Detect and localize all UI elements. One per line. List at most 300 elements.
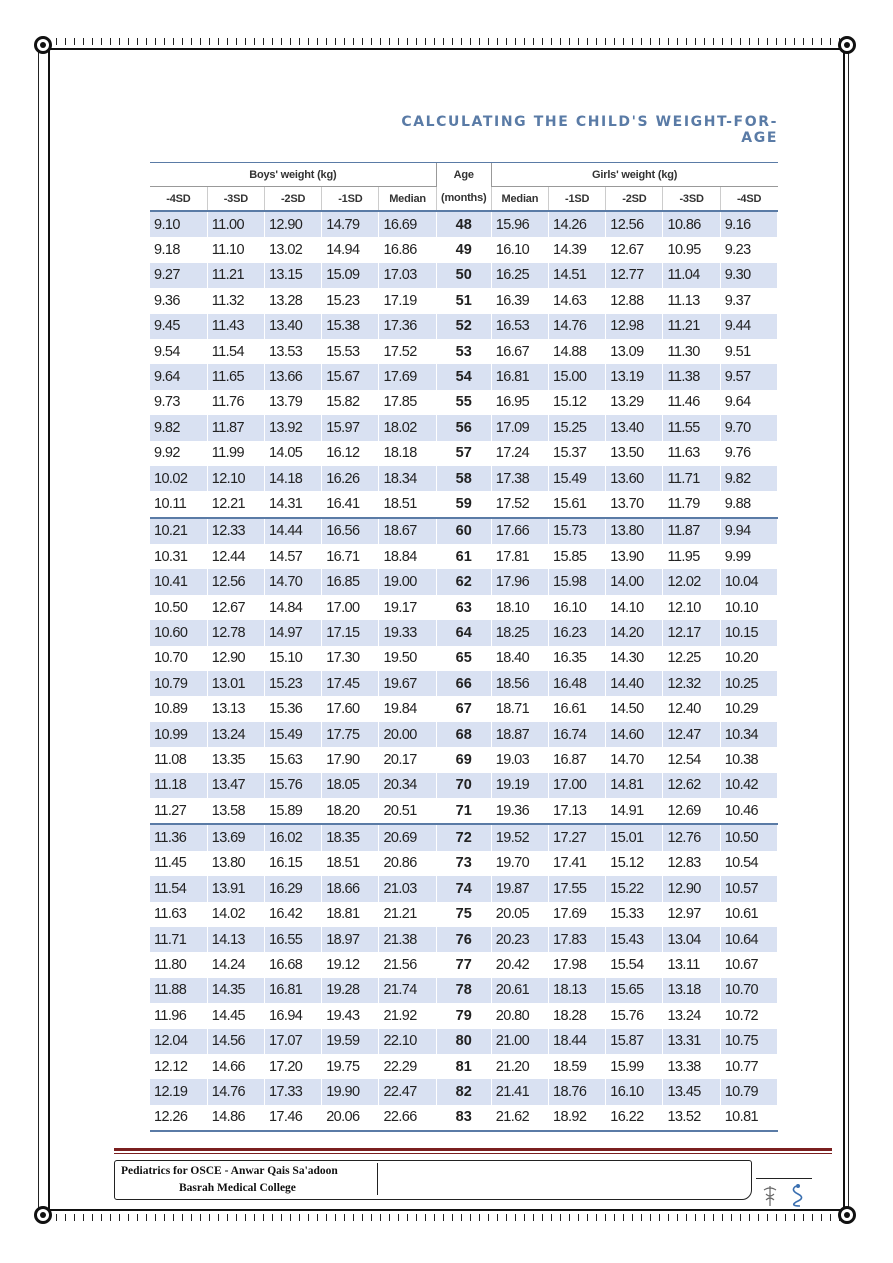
girls-weight-cell: 18.59 xyxy=(549,1054,606,1079)
boys-weight-cell: 17.30 xyxy=(322,646,379,671)
table-row xyxy=(150,824,778,850)
boys-weight-cell: 19.43 xyxy=(322,1003,379,1028)
boys-weight-cell: 21.38 xyxy=(379,927,436,952)
boys-weight-cell: 17.90 xyxy=(322,747,379,772)
table-row xyxy=(150,927,778,952)
boys-weight-header: Boys' weight (kg) xyxy=(150,163,436,187)
boys-column-header: -1SD xyxy=(322,187,379,212)
boys-weight-cell: 10.50 xyxy=(150,595,207,620)
boys-weight-cell: 9.45 xyxy=(150,314,207,339)
boys-weight-cell: 19.75 xyxy=(322,1054,379,1079)
boys-weight-cell: 12.78 xyxy=(207,620,264,645)
girls-weight-cell: 16.95 xyxy=(491,390,548,415)
girls-weight-cell: 16.23 xyxy=(549,620,606,645)
boys-weight-cell: 18.81 xyxy=(322,902,379,927)
girls-weight-cell: 15.98 xyxy=(549,569,606,594)
girls-weight-cell: 16.10 xyxy=(549,595,606,620)
girls-weight-cell: 15.49 xyxy=(549,466,606,491)
table-row xyxy=(150,952,778,977)
age-cell: 81 xyxy=(436,1054,491,1079)
boys-weight-cell: 19.33 xyxy=(379,620,436,645)
boys-weight-cell: 14.02 xyxy=(207,902,264,927)
table-row xyxy=(150,314,778,339)
girls-weight-cell: 17.81 xyxy=(491,544,548,569)
boys-weight-cell: 16.86 xyxy=(379,237,436,262)
girls-weight-cell: 14.60 xyxy=(606,722,663,747)
girls-weight-cell: 14.10 xyxy=(606,595,663,620)
boys-weight-cell: 11.80 xyxy=(150,952,207,977)
boys-weight-cell: 13.47 xyxy=(207,773,264,798)
footer-book-title: Pediatrics for OSCE - Anwar Qais Sa'adoon xyxy=(121,1165,338,1177)
boys-weight-cell: 17.46 xyxy=(264,1105,321,1131)
girls-weight-cell: 18.40 xyxy=(491,646,548,671)
boys-weight-cell: 11.96 xyxy=(150,1003,207,1028)
boys-weight-cell: 22.47 xyxy=(379,1079,436,1104)
girls-weight-cell: 16.87 xyxy=(549,747,606,772)
girls-weight-cell: 18.13 xyxy=(549,978,606,1003)
age-cell: 73 xyxy=(436,851,491,876)
boys-weight-cell: 10.21 xyxy=(150,518,207,544)
table-row xyxy=(150,518,778,544)
boys-weight-cell: 18.05 xyxy=(322,773,379,798)
girls-weight-cell: 15.01 xyxy=(606,824,663,850)
boys-weight-cell: 17.69 xyxy=(379,364,436,389)
boys-weight-cell: 22.10 xyxy=(379,1029,436,1054)
age-cell: 51 xyxy=(436,288,491,313)
girls-weight-cell: 15.00 xyxy=(549,364,606,389)
girls-weight-cell: 12.88 xyxy=(606,288,663,313)
girls-weight-cell: 12.02 xyxy=(663,569,720,594)
table-row xyxy=(150,851,778,876)
girls-weight-cell: 20.05 xyxy=(491,902,548,927)
girls-weight-cell: 19.70 xyxy=(491,851,548,876)
boys-weight-cell: 17.15 xyxy=(322,620,379,645)
girls-weight-cell: 10.15 xyxy=(720,620,777,645)
boys-weight-cell: 9.18 xyxy=(150,237,207,262)
corner-ornament xyxy=(838,1206,856,1224)
boys-weight-cell: 14.79 xyxy=(322,211,379,237)
girls-weight-cell: 18.28 xyxy=(549,1003,606,1028)
age-cell: 66 xyxy=(436,671,491,696)
age-cell: 83 xyxy=(436,1105,491,1131)
table-row xyxy=(150,1105,778,1131)
boys-weight-cell: 13.28 xyxy=(264,288,321,313)
girls-weight-cell: 12.17 xyxy=(663,620,720,645)
girls-weight-cell: 19.36 xyxy=(491,798,548,824)
girls-weight-cell: 15.96 xyxy=(491,211,548,237)
boys-weight-cell: 16.56 xyxy=(322,518,379,544)
girls-weight-cell: 14.50 xyxy=(606,696,663,721)
boys-weight-cell: 18.66 xyxy=(322,876,379,901)
boys-weight-cell: 12.90 xyxy=(264,211,321,237)
girls-weight-cell: 10.42 xyxy=(720,773,777,798)
girls-weight-cell: 11.38 xyxy=(663,364,720,389)
girls-weight-cell: 13.04 xyxy=(663,927,720,952)
girls-weight-cell: 20.23 xyxy=(491,927,548,952)
girls-weight-cell: 21.62 xyxy=(491,1105,548,1131)
boys-weight-cell: 16.69 xyxy=(379,211,436,237)
girls-weight-cell: 12.56 xyxy=(606,211,663,237)
girls-weight-cell: 13.24 xyxy=(663,1003,720,1028)
table-row xyxy=(150,491,778,517)
age-cell: 54 xyxy=(436,364,491,389)
girls-weight-cell: 15.87 xyxy=(606,1029,663,1054)
boys-weight-cell: 10.31 xyxy=(150,544,207,569)
boys-weight-cell: 13.01 xyxy=(207,671,264,696)
page-title: CALCULATING THE CHILD'S WEIGHT-FOR-AGE xyxy=(401,114,778,146)
boys-weight-cell: 14.35 xyxy=(207,978,264,1003)
girls-weight-cell: 18.92 xyxy=(549,1105,606,1131)
age-cell: 49 xyxy=(436,237,491,262)
boys-weight-cell: 16.26 xyxy=(322,466,379,491)
table-row xyxy=(150,339,778,364)
boys-weight-cell: 10.02 xyxy=(150,466,207,491)
girls-weight-cell: 9.44 xyxy=(720,314,777,339)
age-cell: 70 xyxy=(436,773,491,798)
boys-weight-cell: 17.03 xyxy=(379,263,436,288)
girls-weight-cell: 14.00 xyxy=(606,569,663,594)
girls-weight-cell: 9.51 xyxy=(720,339,777,364)
girls-weight-cell: 21.41 xyxy=(491,1079,548,1104)
weight-for-age-table xyxy=(150,162,778,1132)
girls-weight-cell: 16.10 xyxy=(491,237,548,262)
girls-weight-cell: 15.85 xyxy=(549,544,606,569)
girls-weight-cell: 12.90 xyxy=(663,876,720,901)
girls-weight-cell: 19.19 xyxy=(491,773,548,798)
girls-weight-cell: 20.42 xyxy=(491,952,548,977)
girls-weight-cell: 15.25 xyxy=(549,415,606,440)
girls-weight-cell: 17.83 xyxy=(549,927,606,952)
girls-weight-cell: 12.76 xyxy=(663,824,720,850)
boys-weight-cell: 11.21 xyxy=(207,263,264,288)
boys-weight-cell: 13.92 xyxy=(264,415,321,440)
girls-column-header: -2SD xyxy=(606,187,663,212)
boys-weight-cell: 16.12 xyxy=(322,441,379,466)
boys-weight-cell: 15.09 xyxy=(322,263,379,288)
boys-weight-cell: 11.88 xyxy=(150,978,207,1003)
boys-weight-cell: 17.60 xyxy=(322,696,379,721)
boys-weight-cell: 12.56 xyxy=(207,569,264,594)
caduceus-icon xyxy=(760,1182,812,1208)
boys-weight-cell: 10.60 xyxy=(150,620,207,645)
girls-weight-cell: 11.95 xyxy=(663,544,720,569)
boys-weight-cell: 14.57 xyxy=(264,544,321,569)
boys-weight-cell: 13.91 xyxy=(207,876,264,901)
boys-weight-cell: 14.44 xyxy=(264,518,321,544)
boys-weight-cell: 19.90 xyxy=(322,1079,379,1104)
footer-rule xyxy=(114,1148,832,1151)
boys-weight-cell: 21.21 xyxy=(379,902,436,927)
girls-weight-cell: 15.54 xyxy=(606,952,663,977)
boys-weight-cell: 10.79 xyxy=(150,671,207,696)
girls-weight-cell: 10.04 xyxy=(720,569,777,594)
table-row xyxy=(150,263,778,288)
table-row xyxy=(150,1029,778,1054)
boys-weight-cell: 14.66 xyxy=(207,1054,264,1079)
girls-weight-cell: 11.04 xyxy=(663,263,720,288)
girls-weight-cell: 19.03 xyxy=(491,747,548,772)
boys-weight-cell: 18.02 xyxy=(379,415,436,440)
girls-weight-cell: 9.88 xyxy=(720,491,777,517)
girls-weight-cell: 9.82 xyxy=(720,466,777,491)
girls-weight-header: Girls' weight (kg) xyxy=(491,163,777,187)
girls-weight-cell: 15.65 xyxy=(606,978,663,1003)
boys-weight-cell: 12.44 xyxy=(207,544,264,569)
boys-weight-cell: 10.99 xyxy=(150,722,207,747)
girls-weight-cell: 10.38 xyxy=(720,747,777,772)
boys-weight-cell: 11.87 xyxy=(207,415,264,440)
boys-weight-cell: 17.75 xyxy=(322,722,379,747)
boys-weight-cell: 22.29 xyxy=(379,1054,436,1079)
boys-weight-cell: 18.84 xyxy=(379,544,436,569)
corner-ornament xyxy=(34,36,52,54)
girls-weight-cell: 10.29 xyxy=(720,696,777,721)
boys-weight-cell: 16.85 xyxy=(322,569,379,594)
boys-weight-cell: 20.69 xyxy=(379,824,436,850)
table-row xyxy=(150,978,778,1003)
girls-weight-cell: 14.20 xyxy=(606,620,663,645)
boys-weight-cell: 14.56 xyxy=(207,1029,264,1054)
boys-weight-cell: 13.69 xyxy=(207,824,264,850)
girls-weight-cell: 10.10 xyxy=(720,595,777,620)
boys-weight-cell: 9.36 xyxy=(150,288,207,313)
boys-weight-cell: 13.35 xyxy=(207,747,264,772)
age-cell: 53 xyxy=(436,339,491,364)
table-row xyxy=(150,364,778,389)
girls-weight-cell: 10.86 xyxy=(663,211,720,237)
boys-weight-cell: 16.42 xyxy=(264,902,321,927)
girls-weight-cell: 14.63 xyxy=(549,288,606,313)
boys-weight-cell: 18.20 xyxy=(322,798,379,824)
boys-weight-cell: 22.66 xyxy=(379,1105,436,1131)
boys-weight-cell: 12.67 xyxy=(207,595,264,620)
girls-weight-cell: 17.27 xyxy=(549,824,606,850)
boys-weight-cell: 11.43 xyxy=(207,314,264,339)
footer-text xyxy=(121,1163,381,1197)
age-cell: 50 xyxy=(436,263,491,288)
boys-weight-cell: 19.84 xyxy=(379,696,436,721)
boys-weight-cell: 19.17 xyxy=(379,595,436,620)
table-row xyxy=(150,211,778,237)
girls-weight-cell: 11.13 xyxy=(663,288,720,313)
girls-weight-cell: 14.40 xyxy=(606,671,663,696)
girls-weight-cell: 10.72 xyxy=(720,1003,777,1028)
age-cell: 52 xyxy=(436,314,491,339)
age-cell: 63 xyxy=(436,595,491,620)
boys-weight-cell: 13.80 xyxy=(207,851,264,876)
girls-weight-cell: 18.10 xyxy=(491,595,548,620)
girls-weight-cell: 12.54 xyxy=(663,747,720,772)
boys-weight-cell: 12.10 xyxy=(207,466,264,491)
boys-weight-cell: 17.07 xyxy=(264,1029,321,1054)
boys-weight-cell: 10.70 xyxy=(150,646,207,671)
girls-weight-cell: 15.76 xyxy=(606,1003,663,1028)
girls-weight-cell: 13.11 xyxy=(663,952,720,977)
girls-weight-cell: 21.20 xyxy=(491,1054,548,1079)
boys-weight-cell: 16.41 xyxy=(322,491,379,517)
boys-weight-cell: 15.53 xyxy=(322,339,379,364)
boys-weight-cell: 17.45 xyxy=(322,671,379,696)
boys-weight-cell: 11.54 xyxy=(207,339,264,364)
boys-column-header: -4SD xyxy=(150,187,207,212)
boys-weight-cell: 20.34 xyxy=(379,773,436,798)
girls-weight-cell: 18.56 xyxy=(491,671,548,696)
boys-weight-cell: 11.99 xyxy=(207,441,264,466)
girls-weight-cell: 18.71 xyxy=(491,696,548,721)
girls-column-header: -3SD xyxy=(663,187,720,212)
girls-weight-cell: 16.10 xyxy=(606,1079,663,1104)
girls-weight-cell: 16.61 xyxy=(549,696,606,721)
girls-weight-cell: 13.19 xyxy=(606,364,663,389)
boys-weight-cell: 15.10 xyxy=(264,646,321,671)
boys-weight-cell: 15.76 xyxy=(264,773,321,798)
girls-weight-cell: 9.76 xyxy=(720,441,777,466)
girls-weight-cell: 9.30 xyxy=(720,263,777,288)
boys-weight-cell: 12.12 xyxy=(150,1054,207,1079)
girls-weight-cell: 13.70 xyxy=(606,491,663,517)
boys-weight-cell: 15.23 xyxy=(322,288,379,313)
age-cell: 75 xyxy=(436,902,491,927)
boys-weight-cell: 11.71 xyxy=(150,927,207,952)
boys-weight-cell: 14.94 xyxy=(322,237,379,262)
girls-weight-cell: 13.31 xyxy=(663,1029,720,1054)
girls-weight-cell: 15.73 xyxy=(549,518,606,544)
boys-weight-cell: 9.92 xyxy=(150,441,207,466)
age-cell: 48 xyxy=(436,211,491,237)
boys-weight-cell: 11.10 xyxy=(207,237,264,262)
boys-weight-cell: 13.58 xyxy=(207,798,264,824)
boys-weight-cell: 16.94 xyxy=(264,1003,321,1028)
girls-weight-cell: 13.52 xyxy=(663,1105,720,1131)
girls-weight-cell: 10.46 xyxy=(720,798,777,824)
girls-weight-cell: 12.32 xyxy=(663,671,720,696)
boys-weight-cell: 17.20 xyxy=(264,1054,321,1079)
footer-rule xyxy=(114,1153,832,1154)
table-row xyxy=(150,722,778,747)
boys-weight-cell: 17.00 xyxy=(322,595,379,620)
age-cell: 61 xyxy=(436,544,491,569)
girls-weight-cell: 9.16 xyxy=(720,211,777,237)
table-row xyxy=(150,798,778,824)
age-cell: 60 xyxy=(436,518,491,544)
girls-weight-cell: 10.64 xyxy=(720,927,777,952)
footer-line xyxy=(756,1178,812,1179)
boys-weight-cell: 13.02 xyxy=(264,237,321,262)
boys-weight-cell: 11.76 xyxy=(207,390,264,415)
girls-weight-cell: 14.26 xyxy=(549,211,606,237)
girls-weight-cell: 14.51 xyxy=(549,263,606,288)
boys-weight-cell: 17.36 xyxy=(379,314,436,339)
boys-weight-cell: 15.63 xyxy=(264,747,321,772)
boys-weight-cell: 16.55 xyxy=(264,927,321,952)
boys-weight-cell: 18.51 xyxy=(322,851,379,876)
girls-weight-cell: 10.61 xyxy=(720,902,777,927)
girls-weight-cell: 17.09 xyxy=(491,415,548,440)
age-cell: 56 xyxy=(436,415,491,440)
boys-weight-cell: 11.45 xyxy=(150,851,207,876)
girls-weight-cell: 21.00 xyxy=(491,1029,548,1054)
girls-weight-cell: 10.75 xyxy=(720,1029,777,1054)
girls-weight-cell: 11.30 xyxy=(663,339,720,364)
boys-column-header: -3SD xyxy=(207,187,264,212)
boys-weight-cell: 14.84 xyxy=(264,595,321,620)
boys-weight-cell: 11.27 xyxy=(150,798,207,824)
boys-weight-cell: 14.18 xyxy=(264,466,321,491)
boys-weight-cell: 19.28 xyxy=(322,978,379,1003)
table-row xyxy=(150,466,778,491)
girls-weight-cell: 17.00 xyxy=(549,773,606,798)
table-row xyxy=(150,569,778,594)
table-row xyxy=(150,595,778,620)
boys-weight-cell: 20.17 xyxy=(379,747,436,772)
girls-weight-cell: 11.21 xyxy=(663,314,720,339)
boys-weight-cell: 13.40 xyxy=(264,314,321,339)
boys-weight-cell: 17.33 xyxy=(264,1079,321,1104)
boys-weight-cell: 9.10 xyxy=(150,211,207,237)
girls-weight-cell: 17.41 xyxy=(549,851,606,876)
boys-weight-cell: 19.12 xyxy=(322,952,379,977)
table-row xyxy=(150,288,778,313)
girls-weight-cell: 10.25 xyxy=(720,671,777,696)
corner-ornament xyxy=(34,1206,52,1224)
girls-weight-cell: 13.18 xyxy=(663,978,720,1003)
girls-weight-cell: 13.45 xyxy=(663,1079,720,1104)
girls-weight-cell: 11.55 xyxy=(663,415,720,440)
boys-weight-cell: 14.45 xyxy=(207,1003,264,1028)
boys-weight-cell: 12.19 xyxy=(150,1079,207,1104)
boys-weight-cell: 18.97 xyxy=(322,927,379,952)
girls-weight-cell: 9.94 xyxy=(720,518,777,544)
girls-weight-cell: 12.69 xyxy=(663,798,720,824)
table-row xyxy=(150,544,778,569)
age-cell: 64 xyxy=(436,620,491,645)
boys-weight-cell: 19.59 xyxy=(322,1029,379,1054)
boys-weight-cell: 16.02 xyxy=(264,824,321,850)
girls-weight-cell: 20.61 xyxy=(491,978,548,1003)
boys-weight-cell: 13.13 xyxy=(207,696,264,721)
footer-college: Basrah Medical College xyxy=(179,1182,296,1194)
girls-weight-cell: 11.87 xyxy=(663,518,720,544)
boys-weight-cell: 9.82 xyxy=(150,415,207,440)
girls-weight-cell: 17.52 xyxy=(491,491,548,517)
boys-weight-cell: 14.31 xyxy=(264,491,321,517)
table-row xyxy=(150,876,778,901)
girls-weight-cell: 17.13 xyxy=(549,798,606,824)
boys-weight-cell: 11.36 xyxy=(150,824,207,850)
girls-weight-cell: 13.60 xyxy=(606,466,663,491)
girls-weight-cell: 14.76 xyxy=(549,314,606,339)
girls-weight-cell: 13.90 xyxy=(606,544,663,569)
girls-weight-cell: 14.30 xyxy=(606,646,663,671)
girls-weight-cell: 12.25 xyxy=(663,646,720,671)
girls-weight-cell: 9.64 xyxy=(720,390,777,415)
table-row xyxy=(150,390,778,415)
boys-weight-cell: 20.51 xyxy=(379,798,436,824)
boys-weight-cell: 18.67 xyxy=(379,518,436,544)
age-cell: 65 xyxy=(436,646,491,671)
girls-weight-cell: 18.44 xyxy=(549,1029,606,1054)
girls-weight-cell: 18.87 xyxy=(491,722,548,747)
boys-weight-cell: 14.97 xyxy=(264,620,321,645)
age-cell: 55 xyxy=(436,390,491,415)
girls-weight-cell: 9.37 xyxy=(720,288,777,313)
age-cell: 77 xyxy=(436,952,491,977)
boys-weight-cell: 15.38 xyxy=(322,314,379,339)
boys-weight-cell: 14.24 xyxy=(207,952,264,977)
boys-weight-cell: 18.35 xyxy=(322,824,379,850)
table-row xyxy=(150,1054,778,1079)
girls-weight-cell: 9.99 xyxy=(720,544,777,569)
